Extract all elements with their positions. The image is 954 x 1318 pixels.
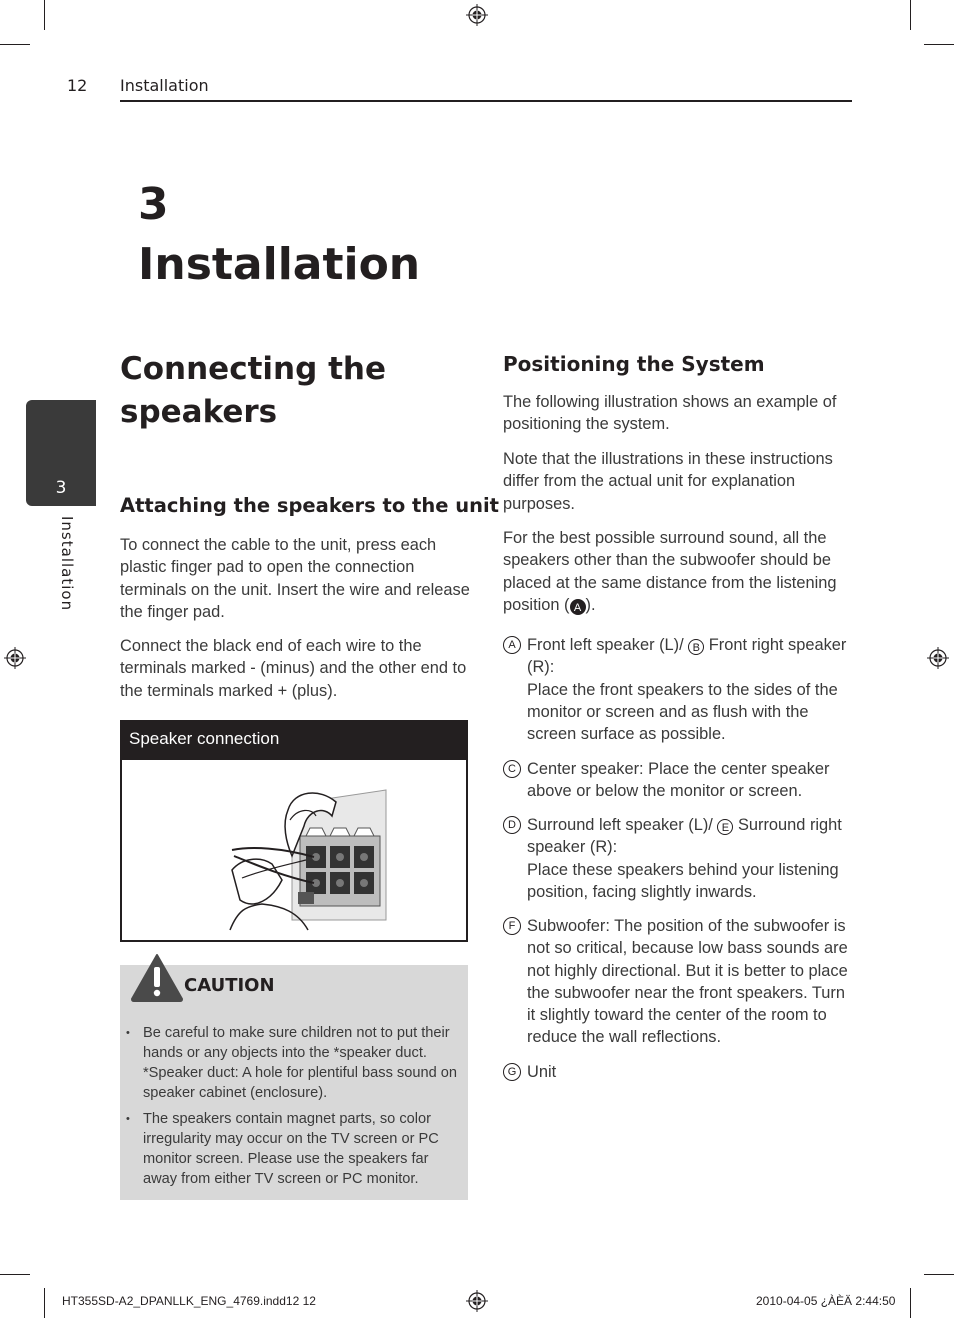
item-description: Place these speakers behind your listening position, facing slightly inwards. bbox=[527, 860, 839, 901]
crop-mark bbox=[924, 1274, 954, 1275]
chapter-number: 3 bbox=[138, 179, 169, 230]
letter-badge: B bbox=[688, 639, 704, 655]
letter-badge: C bbox=[503, 760, 521, 778]
letter-badge: A bbox=[503, 636, 521, 654]
paragraph-text: For the best possible surround sound, all the speakers other than the subwoofer should be placed at the same distance from the listening position ( bbox=[503, 529, 837, 614]
registration-mark-icon bbox=[466, 1290, 488, 1312]
paragraph: To connect the cable to the unit, press each plastic finger pad to open the connection terminals on the unit. Insert the wire and release the finger pad. bbox=[120, 536, 470, 621]
paragraph: Connect the black end of each wire to the terminals marked - (minus) and the other end to the terminals marked + (plus). bbox=[120, 637, 467, 700]
list-item: • Be careful to make sure children not to put their hands or any objects into the *speaker duct. *Speaker duct: A hole for plentiful bass sound on speaker cabinet (enclosure). bbox=[120, 1023, 468, 1103]
chapter-title: Installation bbox=[138, 239, 421, 290]
item-text: Surround right speaker (R): bbox=[527, 816, 842, 857]
crop-mark bbox=[910, 1288, 911, 1318]
crop-mark bbox=[924, 44, 954, 45]
subsection-title: Attaching the speakers to the unit bbox=[120, 494, 499, 517]
caution-box bbox=[120, 965, 468, 1200]
paragraph-text: ). bbox=[585, 595, 596, 614]
registration-mark-icon bbox=[466, 4, 488, 26]
paragraph: The following illustration shows an example of positioning the system. bbox=[503, 393, 837, 434]
crop-mark bbox=[0, 1274, 30, 1275]
item-text: Front right speaker (R): bbox=[527, 636, 847, 677]
item-text: Subwoofer: The position of the subwoofer is not so critical, because low bass sounds are not highly directional. But it is better to place the subwoofer near the front speakers. Turn it slightly toward the center of the room to reduce the wall reflections. bbox=[527, 917, 848, 1047]
crop-mark bbox=[44, 0, 45, 30]
letter-badge: A bbox=[570, 599, 586, 615]
registration-mark-icon bbox=[927, 647, 949, 669]
item-text: Unit bbox=[527, 1063, 557, 1081]
footer-file-info: HT355SD-A2_DPANLLK_ENG_4769.indd12 12 bbox=[62, 1294, 316, 1308]
warning-triangle-icon bbox=[130, 953, 184, 1003]
item-text: Surround left speaker (L)/ bbox=[527, 816, 718, 834]
letter-badge: D bbox=[503, 816, 521, 834]
page-number: 12 bbox=[67, 76, 88, 95]
list-item bbox=[503, 814, 855, 903]
crop-mark bbox=[910, 0, 911, 30]
figure-title: Speaker connection bbox=[122, 722, 466, 760]
speaker-connection-figure bbox=[120, 720, 468, 942]
footer-timestamp: 2010-04-05 ¿ÀÈÄ 2:44:50 bbox=[756, 1294, 896, 1308]
list-item: • The speakers contain magnet parts, so color irregularity may occur on the TV screen or PC monitor screen. Please use the speakers far away from either TV screen or PC monitor. bbox=[120, 1109, 468, 1189]
registration-mark-icon bbox=[4, 647, 26, 669]
running-header: Installation bbox=[120, 76, 209, 95]
section-title: Connecting the speakers bbox=[120, 351, 386, 430]
letter-badge: F bbox=[503, 917, 521, 935]
header-rule bbox=[120, 100, 852, 102]
side-tab-label: Installation bbox=[58, 516, 76, 612]
section-title: Positioning the System bbox=[503, 352, 765, 376]
list-item bbox=[503, 758, 855, 803]
item-description: Place the front speakers to the sides of the monitor or screen and as flush with the screen surface as possible. bbox=[527, 680, 838, 744]
item-text: Front left speaker (L)/ bbox=[527, 636, 689, 654]
paragraph bbox=[503, 527, 855, 616]
crop-mark bbox=[44, 1288, 45, 1318]
list-item bbox=[503, 915, 855, 1049]
letter-badge: E bbox=[717, 819, 733, 835]
caution-list bbox=[120, 1023, 468, 1195]
item-text: Center speaker: Place the center speaker above or below the monitor or screen. bbox=[527, 760, 830, 801]
list-item bbox=[503, 1061, 855, 1083]
letter-badge: G bbox=[503, 1063, 521, 1081]
paragraph: Note that the illustrations in these instructions differ from the actual unit for explanation purposes. bbox=[503, 450, 833, 513]
crop-mark bbox=[0, 44, 30, 45]
speaker-terminal-illustration bbox=[122, 760, 466, 940]
caution-title: CAUTION bbox=[184, 975, 275, 996]
side-tab-number: 3 bbox=[55, 478, 67, 498]
list-item bbox=[503, 634, 855, 745]
